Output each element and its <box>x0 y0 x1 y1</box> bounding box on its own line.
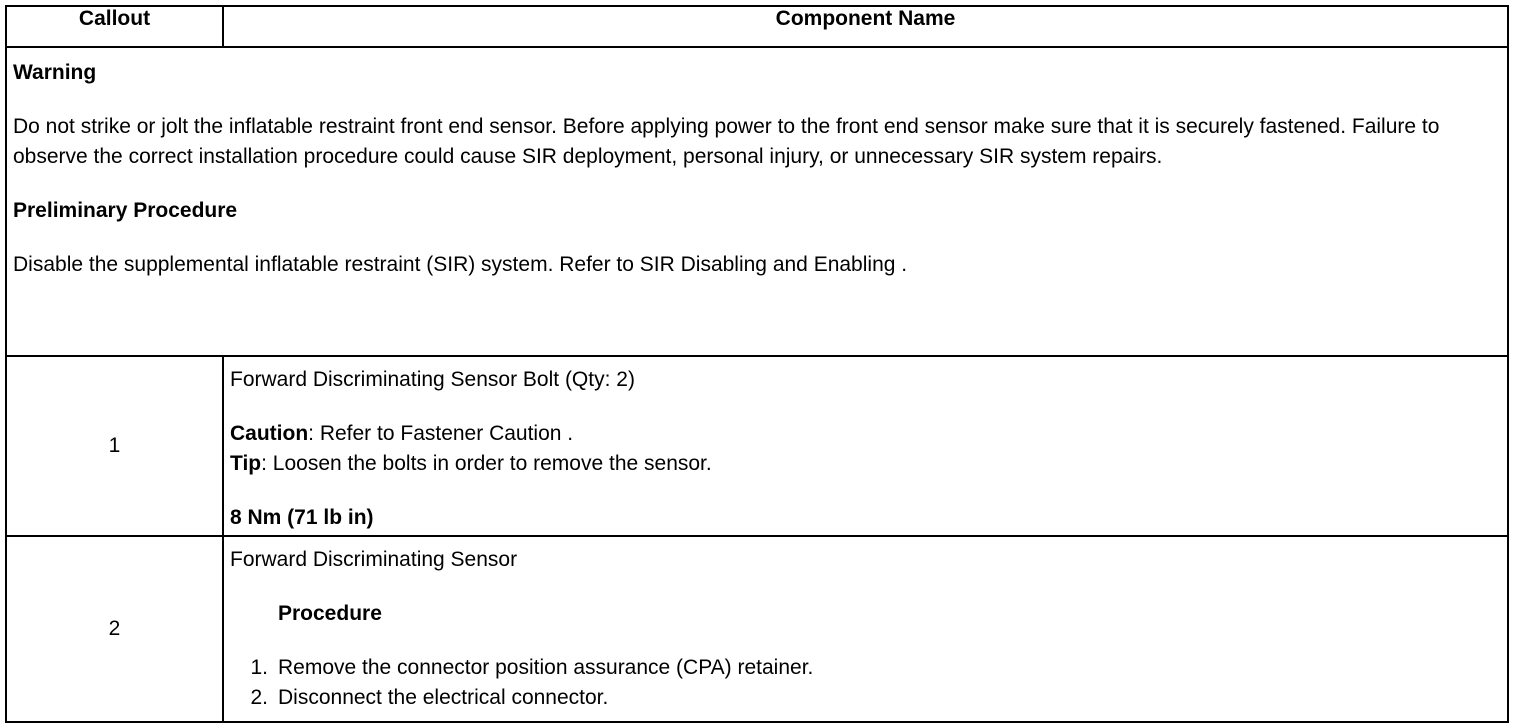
table-header-row <box>6 6 1508 47</box>
step-text: Remove the connector position assurance (CPA) retainer. <box>278 656 814 679</box>
torque-spec: 8 Nm (71 lb in) <box>230 506 374 529</box>
preliminary-procedure-title: Preliminary Procedure <box>13 199 238 222</box>
procedure-steps <box>230 653 1501 713</box>
tip-separator: : <box>261 452 273 475</box>
step-number: 1. <box>250 656 268 679</box>
preliminary-procedure-text: Disable the supplemental inflatable restraint (SIR) system. Refer to SIR Disabling and Enabling . <box>13 253 908 276</box>
component-name: Forward Discriminating Sensor Bolt (Qty: 2) <box>230 368 635 391</box>
tip-line <box>230 449 1501 479</box>
tip-text: Loosen the bolts in order to remove the sensor. <box>272 452 712 475</box>
callout-number: 1 <box>6 356 223 536</box>
step-text: Disconnect the electrical connector. <box>278 686 609 709</box>
component-cell <box>223 536 1508 722</box>
caution-separator: : <box>308 422 320 445</box>
procedure-title: Procedure <box>278 602 382 625</box>
table-row <box>6 536 1508 722</box>
caution-line <box>230 419 1501 449</box>
notes-row <box>6 47 1508 356</box>
caution-text: Refer to Fastener Caution . <box>319 422 574 445</box>
component-cell <box>223 356 1508 536</box>
notes-cell <box>6 47 1508 356</box>
tip-label: Tip <box>230 452 262 475</box>
caution-label: Caution <box>230 422 309 445</box>
list-item <box>230 653 1501 683</box>
header-component-name: Component Name <box>223 6 1508 47</box>
warning-title: Warning <box>13 61 97 84</box>
callout-number: 2 <box>6 536 223 722</box>
component-name: Forward Discriminating Sensor <box>230 548 518 571</box>
table-row <box>6 356 1508 536</box>
component-table <box>5 5 1509 723</box>
step-number: 2. <box>250 686 268 709</box>
header-callout: Callout <box>6 6 223 47</box>
warning-text: Do not strike or jolt the inflatable restraint front end sensor. Before applying power to the front end sensor make sure that it is securely fastened. Failure to observe the correct installation procedure could cause SIR deployment, personal injury, or unnecessary SIR system repairs. <box>13 115 1440 168</box>
list-item <box>230 683 1501 713</box>
